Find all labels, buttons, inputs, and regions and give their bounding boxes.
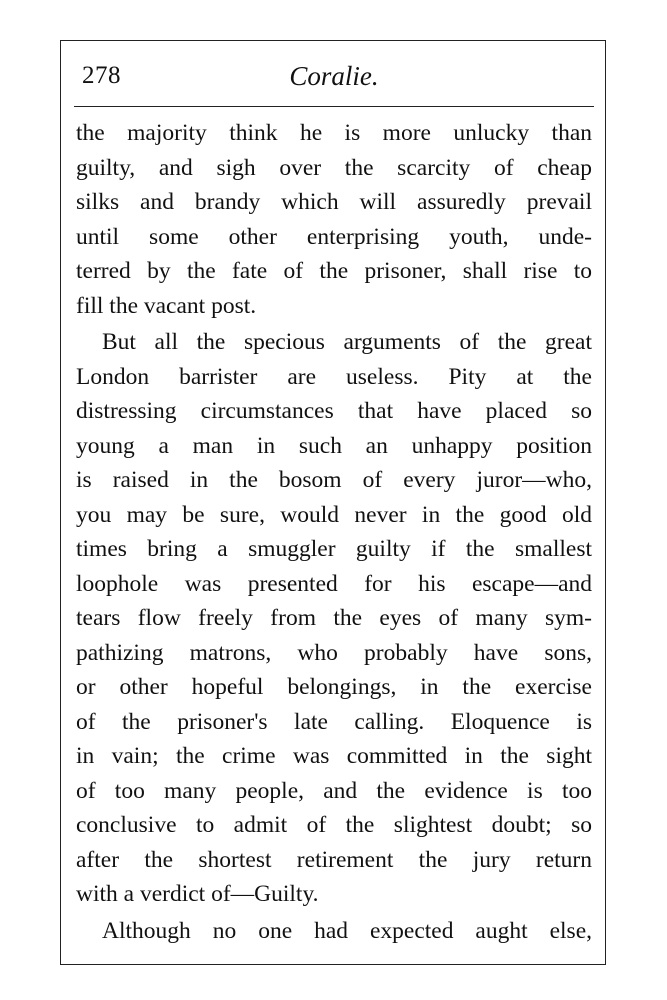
text-line: young a man in such an unhappy position bbox=[76, 432, 592, 459]
text-line: pathizing matrons, who probably have sons, bbox=[76, 639, 592, 666]
text-line: distressing circumstances that have placed so bbox=[76, 398, 592, 424]
text-line: conclusive to admit of the slightest doubt; so bbox=[76, 812, 592, 838]
running-title: Coralie. bbox=[289, 61, 379, 91]
text-line: tears flow freely from the eyes of many sym- bbox=[76, 605, 592, 631]
paragraph-2 bbox=[76, 325, 592, 912]
text-line: of the prisoner's late calling. Eloquence is bbox=[76, 708, 592, 735]
running-head bbox=[74, 58, 594, 98]
text-line: times bring a smuggler guilty if the smallest bbox=[76, 536, 592, 562]
text-line: with a verdict of—Guilty. bbox=[76, 881, 319, 907]
text-line: But all the specious arguments of the great bbox=[102, 329, 592, 355]
text-line: guilty, and sigh over the scarcity of cheap bbox=[76, 154, 592, 181]
text-line: of too many people, and the evidence is too bbox=[76, 777, 592, 804]
text-line: in vain; the crime was committed in the sight bbox=[76, 743, 592, 769]
paragraph-3 bbox=[76, 914, 592, 949]
header-rule bbox=[74, 106, 594, 107]
text-line: after the shortest retirement the jury return bbox=[76, 846, 592, 873]
text-line: or other hopeful belongings, in the exercise bbox=[76, 674, 592, 700]
text-line: fill the vacant post. bbox=[76, 292, 257, 319]
text-line: the majority think he is more unlucky than bbox=[76, 120, 592, 146]
text-line: until some other enterprising youth, unde- bbox=[76, 223, 592, 250]
text-line: is raised in the bosom of every juror—who, bbox=[76, 467, 592, 493]
text-line: you may be sure, would never in the good old bbox=[76, 501, 592, 528]
page-number: 278 bbox=[82, 62, 121, 89]
text-line: terred by the fate of the prisoner, shall rise to bbox=[76, 258, 592, 284]
text-line: Although no one had expected aught else, bbox=[102, 917, 592, 944]
paragraph-1 bbox=[76, 116, 592, 323]
text-line: loophole was presented for his escape—and bbox=[76, 570, 592, 597]
text-line: silks and brandy which will assuredly prevail bbox=[76, 189, 592, 215]
text-line: London barrister are useless. Pity at the bbox=[76, 363, 592, 390]
body-text bbox=[76, 116, 592, 948]
